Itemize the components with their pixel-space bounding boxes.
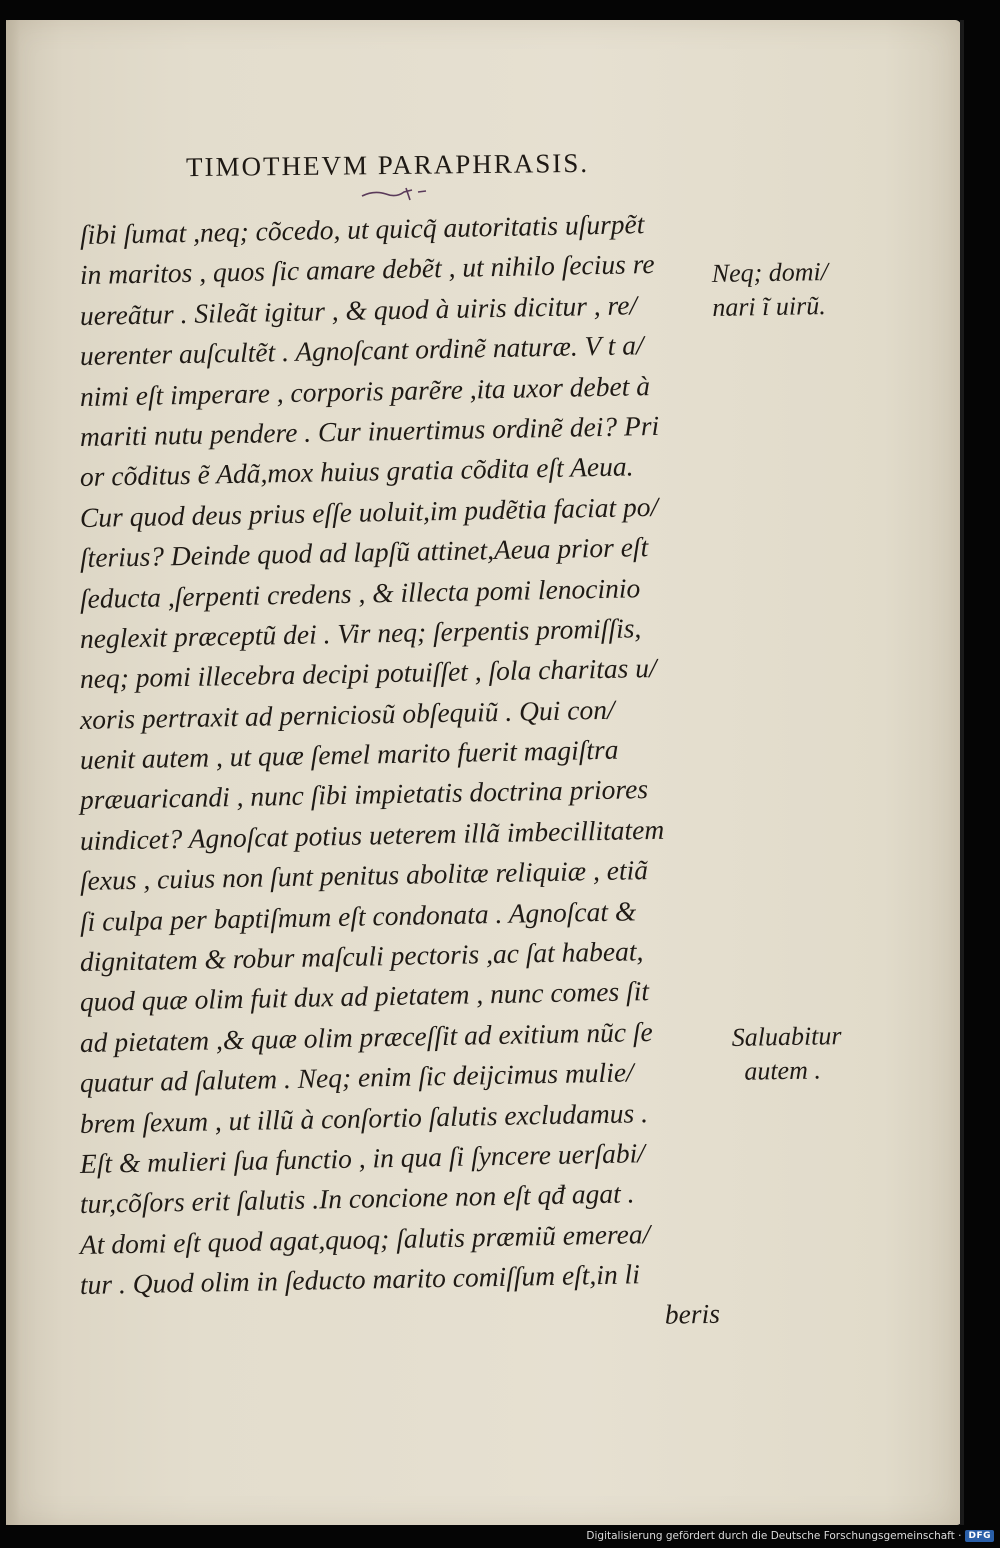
text-line: or cõditus ẽ Adã,mox huius gratia cõdita eſt Aeua.	[79, 450, 634, 493]
text-line: At domi eſt quod agat,quoq; ſalutis præmiũ emerea/	[79, 1217, 651, 1260]
page-edge-shadow	[960, 20, 964, 1525]
marginal-note-line: Neq; domi/	[711, 256, 829, 289]
text-line: dignitatem & robur maſculi pectoris ,ac ſat habeat,	[79, 935, 644, 978]
text-line: ad pietatem ,& quæ olim præceſſit ad exitium nũc ſe	[79, 1015, 654, 1058]
text-line: neglexit præceptũ dei . Vir neq; ſerpentis promiſſis,	[79, 612, 642, 654]
text-line: quatur ad ſalutem . Neq; enim ſic deijcimus mulie/	[79, 1056, 634, 1099]
footer-credit: Digitalisierung gefördert durch die Deutsche Forschungsgemeinschaft ·	[586, 1530, 962, 1542]
running-head: TIMOTHEVM PARAPHRASIS.	[185, 147, 590, 183]
text-line: ſibi ſumat ,neq; cõcedo, ut quicq̃ autoritatis uſurpẽt	[79, 208, 645, 250]
marginal-note-line: autem .	[744, 1055, 822, 1086]
text-line: xoris pertraxit ad perniciosũ obſequiũ . Qui con/	[79, 693, 615, 735]
marginal-note-line: nari ĩ uirũ.	[712, 291, 826, 323]
text-line: uindicet? Agnoſcat potius ueterem illã imbecillitatem	[79, 813, 665, 856]
text-line: tur,cõſors erit ſalutis .In concione non eſt qđ agat .	[79, 1177, 635, 1220]
dfg-logo: DFG	[965, 1530, 994, 1542]
text-line: ſi culpa per baptiſmum eſt condonata . Agnoſcat &	[79, 894, 637, 937]
text-line: ſeducta ,ſerpenti credens , & illecta pomi lenocinio	[79, 571, 641, 614]
text-line: quod quæ olim fuit dux ad pietatem , nunc comes ſit	[79, 975, 650, 1018]
marginal-note-2	[731, 1019, 842, 1089]
text-line: ſterius? Deinde quod ad lapſũ attinet,Aeua prior eſt	[79, 531, 649, 574]
text-line: tur . Quod olim in ſeducto marito comiſſum eſt,in li	[79, 1258, 641, 1301]
text-line: uereãtur . Sileãt igitur , & quod à uiris dicitur , re/	[79, 289, 638, 331]
text-line: nimi eſt imperare , corporis parẽre ,ita uxor debet à	[79, 369, 651, 412]
text-line: ſexus , cuius non ſunt penitus abolitæ reliquiæ , etiã	[79, 854, 649, 897]
text-line: præuaricandi , nunc ſibi impietatis doctrina priores	[79, 773, 649, 816]
handwritten-pen-mark	[360, 186, 430, 202]
text-line: uerenter auſcultẽt . Agnoſcant ordinẽ naturæ. V t a/	[79, 329, 644, 372]
marginal-note-1	[711, 255, 828, 325]
digitization-footer	[586, 1528, 994, 1544]
body-text	[79, 208, 730, 1346]
text-line: Cur quod deus prius eſſe uoluit,im pudẽtia faciat po/	[79, 490, 659, 533]
text-line: uenit autem , ut quæ ſemel marito fuerit magiſtra	[79, 733, 619, 776]
text-line: neq; pomi illecebra decipi potuiſſet , ſola charitas u/	[79, 652, 657, 695]
text-line: mariti nutu pendere . Cur inuertimus ordinẽ dei? Pri	[79, 409, 660, 452]
text-line: Eſt & mulieri ſua functio , in qua ſi ſyncere uerſabi/	[79, 1137, 646, 1179]
text-line: brem ſexum , ut illũ à conſortio ſalutis excludamus .	[79, 1096, 649, 1139]
marginal-note-line: Saluabitur	[731, 1021, 842, 1052]
text-line: in maritos , quos ſic amare debẽt , ut nihilo ſecius re	[79, 248, 655, 291]
catchword: beris	[664, 1297, 721, 1330]
